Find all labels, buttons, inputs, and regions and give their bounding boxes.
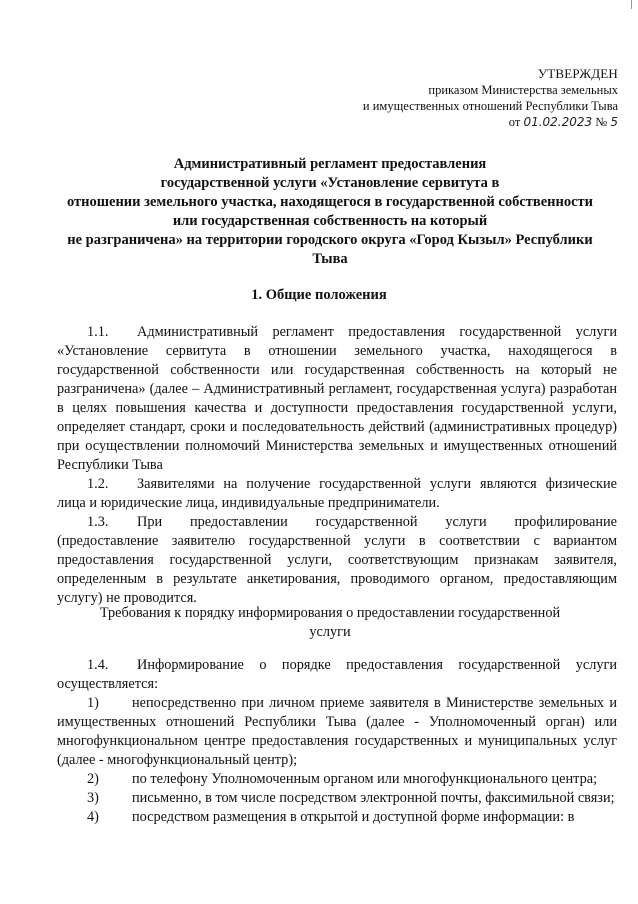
list-item-number: 1) xyxy=(87,695,99,711)
paragraph-text: Заявителями на получение государственной услуги являются физические лица и юридические лица, индивидуальные предприниматели. xyxy=(57,476,617,511)
list-item-number: 4) xyxy=(87,809,99,825)
subsection-heading-line-2: услуги xyxy=(309,624,351,640)
paragraph-number: 1.2. xyxy=(87,476,109,492)
paragraph-1-4 xyxy=(57,656,617,694)
title-line-2: государственной услуги «Установление сервитута в xyxy=(160,175,500,191)
list-item-3 xyxy=(57,789,617,808)
list-item-number: 3) xyxy=(87,790,99,806)
approval-head: УТВЕРЖДЕН xyxy=(537,66,618,81)
paragraph-text: При предоставлении государственной услуги профилирование (предоставление заявителю государственной услуги в соответствии с вариантом предоставления государственной услуги, соответствующим признакам заявителя, определенным в результате анкетирования, проводимого органом, предоставляющим услугу) не проводится. xyxy=(57,514,617,606)
number-prefix: № xyxy=(595,115,608,129)
list-item-text: непосредственно при личном приеме заявителя в Министерстве земельных и имущественных отношений Республики Тыва (далее - Уполномоченный орган) или многофункциональном центре предоставления государственных и муниципальных услуг (далее - многофункциональный центр); xyxy=(57,695,617,768)
paragraph-number: 1.3. xyxy=(87,514,109,530)
paragraph-1-3 xyxy=(57,513,617,608)
list-item-2 xyxy=(57,770,617,789)
paragraph-1-1 xyxy=(57,323,617,475)
subsection-heading-line-1: Требования к порядку информирования о предоставлении государственной xyxy=(99,605,561,621)
title-line-1: Административный регламент предоставления xyxy=(173,156,487,172)
handwritten-date: 01.02.2023 xyxy=(523,115,593,129)
approval-line-1: приказом Министерства земельных xyxy=(428,83,618,97)
list-item-1 xyxy=(57,694,617,770)
informing-body xyxy=(57,656,617,827)
scan-edge-mark xyxy=(631,0,632,9)
list-item-text: письменно, в том числе посредством электронной почты, факсимильной связи; xyxy=(132,790,615,806)
approval-date-line xyxy=(363,114,618,130)
approval-stamp xyxy=(363,66,618,130)
general-provisions-body xyxy=(57,323,617,608)
paragraph-text: Административный регламент предоставления государственной услуги «Установление сервитута в отношении земельного участка, находящегося в государственной собственности или государственная собственность на который не разграничена» (далее – Административный регламент, государственная услуга) разработан в целях повышения качества и доступности предоставления государственной услуги, определяет стандарт, сроки и последовательность действий (административных процедур) при осуществлении полномочий Министерства земельных и имущественных отношений Республики Тыва xyxy=(57,324,617,473)
list-item-text: по телефону Уполномоченным органом или многофункционального центра; xyxy=(132,771,598,787)
paragraph-number: 1.1. xyxy=(87,324,109,340)
title-line-4: или государственная собственность на который xyxy=(172,213,488,229)
list-item-number: 2) xyxy=(87,771,99,787)
paragraph-text: Информирование о порядке предоставления государственной услуги осуществляется: xyxy=(57,657,617,692)
section-heading: 1. Общие положения xyxy=(251,287,387,303)
paragraph-1-2 xyxy=(57,475,617,513)
approval-line-2: и имущественных отношений Республики Тыва xyxy=(362,99,618,113)
title-line-6: Тыва xyxy=(312,251,348,267)
subsection-heading xyxy=(40,604,620,642)
document-title xyxy=(40,155,620,269)
title-line-3: отношении земельного участка, находящегося в государственной собственности xyxy=(66,194,594,210)
handwritten-number: 5 xyxy=(610,115,618,129)
date-prefix: от xyxy=(508,115,521,129)
title-line-5: не разграничена» на территории городского округа «Город Кызыл» Республики xyxy=(67,232,593,248)
list-item-text: посредством размещения в открытой и доступной форме информации: в xyxy=(132,809,575,825)
paragraph-number: 1.4. xyxy=(87,657,109,673)
list-item-4 xyxy=(57,808,617,827)
